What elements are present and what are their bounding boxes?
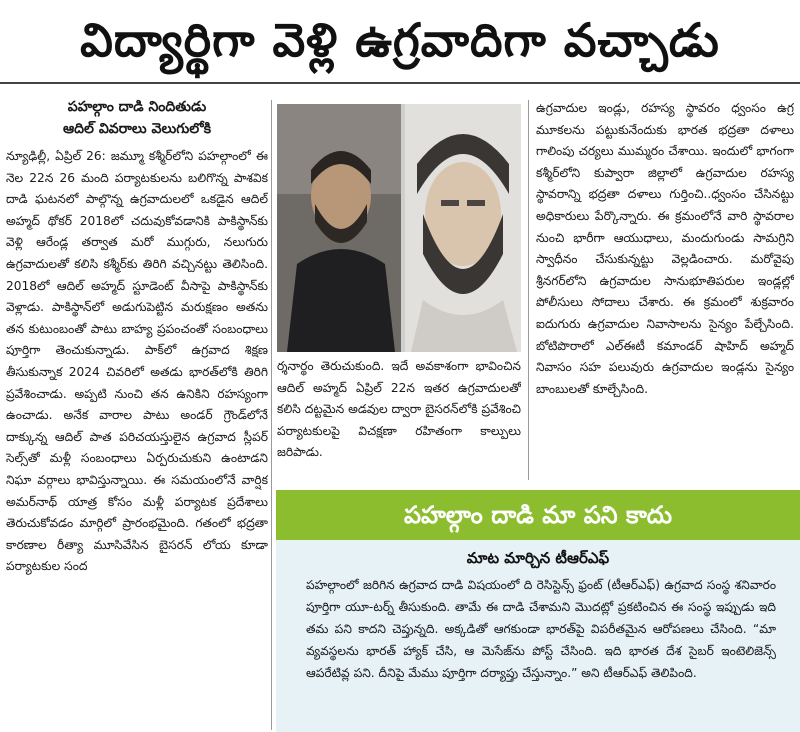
headline: విద్యార్థిగా వెళ్లి ఉగ్రవాదిగా వచ్చాడు — [80, 13, 720, 67]
trf-box — [276, 490, 800, 732]
suspect-photos — [277, 104, 521, 352]
photo-collage — [277, 104, 521, 352]
article-body-2: ర్శనార్థం తెరుచుకుంది. ఇదే అవకాశంగా భావించిన ఆదిల్ అహ్మద్ ఏప్రిల్ 22న ఇతర ఉగ్రవాదులతో కలిసి దట్టమైన అడవుల ద్వారా బైసరన్‌లోకి ప్రవేశించి పర్యాటకులపై విచక్షణా రహితంగా కాల్పులు జరిపాడు. — [277, 359, 521, 460]
column-divider — [271, 100, 272, 730]
deck-line-2: ఆదిల్ వివరాలు వెలుగులోకి — [62, 121, 212, 137]
trf-box-body — [306, 574, 776, 684]
trf-box-title: పహల్గాం దాడి మా పని కాదు — [276, 490, 800, 540]
trf-box-subtitle: మాట మార్చిన టీఆర్ఎఫ్ — [466, 549, 610, 567]
article-column-2 — [277, 356, 521, 476]
article-body-1: న్యూఢిల్లీ, ఏప్రిల్ 26: జమ్మూ కశ్మీర్‌లోని పహల్గాంలో ఈ నెల 22న 26 మంది పర్యాటకులను బలిగొన్న పాశవిక దాడి ఘటనలో పాల్గొన్న ఉగ్రవాదులలో ఒకడైన ఆదిల్ అహ్మద్ థోకర్ 2018లో చదువుకోవడానికి పాకిస్థాన్‌కు వెళ్లి ఆరేండ్ల తర్వాత మరో ముగ్గురు, నలుగురు ఉగ్రవాదులతో కలిసి కశ్మీర్‌కు తిరిగి వచ్చినట్టు తెలిసింది. 2018లో ఆదిల్ అహ్మద్ స్టూడెంట్ వీసాపై పాకిస్థాన్‌కు వెళ్లాడు. పాకిస్థాన్‌లో అడుగుపెట్టిన మరుక్షణం అతను తన కుటుంబంతో పాటు బాహ్య ప్రపంచంతో సంబంధాలు పూర్తిగా తెంచుకున్నాడు. పాక్‌లో ఉగ్రవాద శిక్షణ తీసుకున్నాక 2024 చివరిలో అతడు భారత్‌లోకి తిరిగి ప్రవేశించాడు. అప్పటి నుంచి తన ఉనికిని రహస్యంగా ఉంచాడు. అనేక వారాల పాటు అండర్ గ్రౌండ్‌లోనే దాక్కున్న ఆదిల్ పాత పరిచయస్తులైన ఉగ్రవాద స్లీపర్ సెల్స్‌తో మళ్లీ సంబంధాలు ఏర్పరుచుకుని ఉంటాడని నిఘా వర్గాలు భావిస్తున్నాయి. ఈ సమయంలోనే వార్షిక అమర్‌నాథ్ యాత్ర కోసం మళ్లీ పర్యాటక ప్రదేశాలు తెరుచుకోవడం మార్గిలో ప్రారంభమైంది. గతంలో భద్రతా కారణాల రీత్యా మూసివేసిన బైసరన్ లోయ కూడా పర్యాటకుల సంద — [6, 149, 268, 574]
deck — [6, 96, 268, 140]
headline-rule — [0, 82, 800, 84]
article-body-3: ఉగ్రవాదుల ఇండ్లు, రహస్య స్థావరం ధ్వంసం ఉగ్ర మూకలను పట్టుకునేందుకు భారత భద్రతా దళాలు గాలింపు చర్యలు ముమ్మరం చేశాయి. ఇందులో భాగంగా కశ్మీర్‌లోని కుప్వారా జిల్లాలో ఉగ్రవాదుల రహస్య స్థావరాన్ని భద్రతా దళాలు గుర్తించి..ధ్వంసం చేసినట్టు అధికారులు పేర్కొన్నారు. ఈ క్రమంలోనే వారి స్థావరాల నుంచి భారీగా ఆయుధాలు, మందుగుండు సామగ్రిని స్వాధీనం చేసుకున్నట్టు వెల్లడించారు. మరోవైపు శ్రీనగర్‌లోని ఉగ్రవాదుల సానుభూతిపరుల ఇండ్లల్లో పోలీసులు సోదాలు చేశారు. ఈ క్రమంలో శుక్రవారం ఐదుగురు ఉగ్రవాదుల నివాసాలను సైన్యం పేల్చేసింది. బోటిపొరాలో ఎల్ఈటీ కమాండర్ షాహిద్ అహ్మద్ నివాసం సహ పలువురు ఉగ్రవాదుల ఇండ్లను సైన్యం బాంబులతో కూల్చేసింది. — [536, 101, 794, 396]
article-column-3 — [536, 98, 794, 476]
suspect-photo — [277, 104, 401, 352]
deck-line-1: పహల్గాం దాడి నిందితుడు — [67, 99, 207, 115]
column-divider — [528, 100, 529, 480]
article-column-1 — [6, 96, 268, 728]
suspect-sketch — [405, 104, 521, 352]
trf-box-text: పహల్గాంలో జరిగిన ఉగ్రవాద దాడి విషయంలో ది రెసిస్టెన్స్ ఫ్రంట్ (టీఆర్ఎఫ్) ఉగ్రవాద సంస్థ శనివారం పూర్తిగా యూ-టర్న్ తీసుకుంది. తామే ఈ దాడి చేశామని మొదట్లో ప్రకటించిన ఈ సంస్థ ఇప్పుడు ఇది తమ పని కాదని చెప్తున్నది. అక్కడితో ఆగకుండా భారత్‌పై విపరీతమైన ఆరోపణలు చేసింది. “మా వ్యవస్థలను భారత్ హ్యాక్ చేసి, ఆ మెసేజ్‌ను పోస్ట్ చేసింది. ఇది భారత దేశ సైబర్ ఇంటెలిజెన్స్ ఆపరేటివ్ల పని. దీనిపై మేము పూర్తిగా దర్యాప్తు చేస్తున్నాం.” అని టీఆర్ఎఫ్ తెలిపింది. — [306, 578, 776, 680]
